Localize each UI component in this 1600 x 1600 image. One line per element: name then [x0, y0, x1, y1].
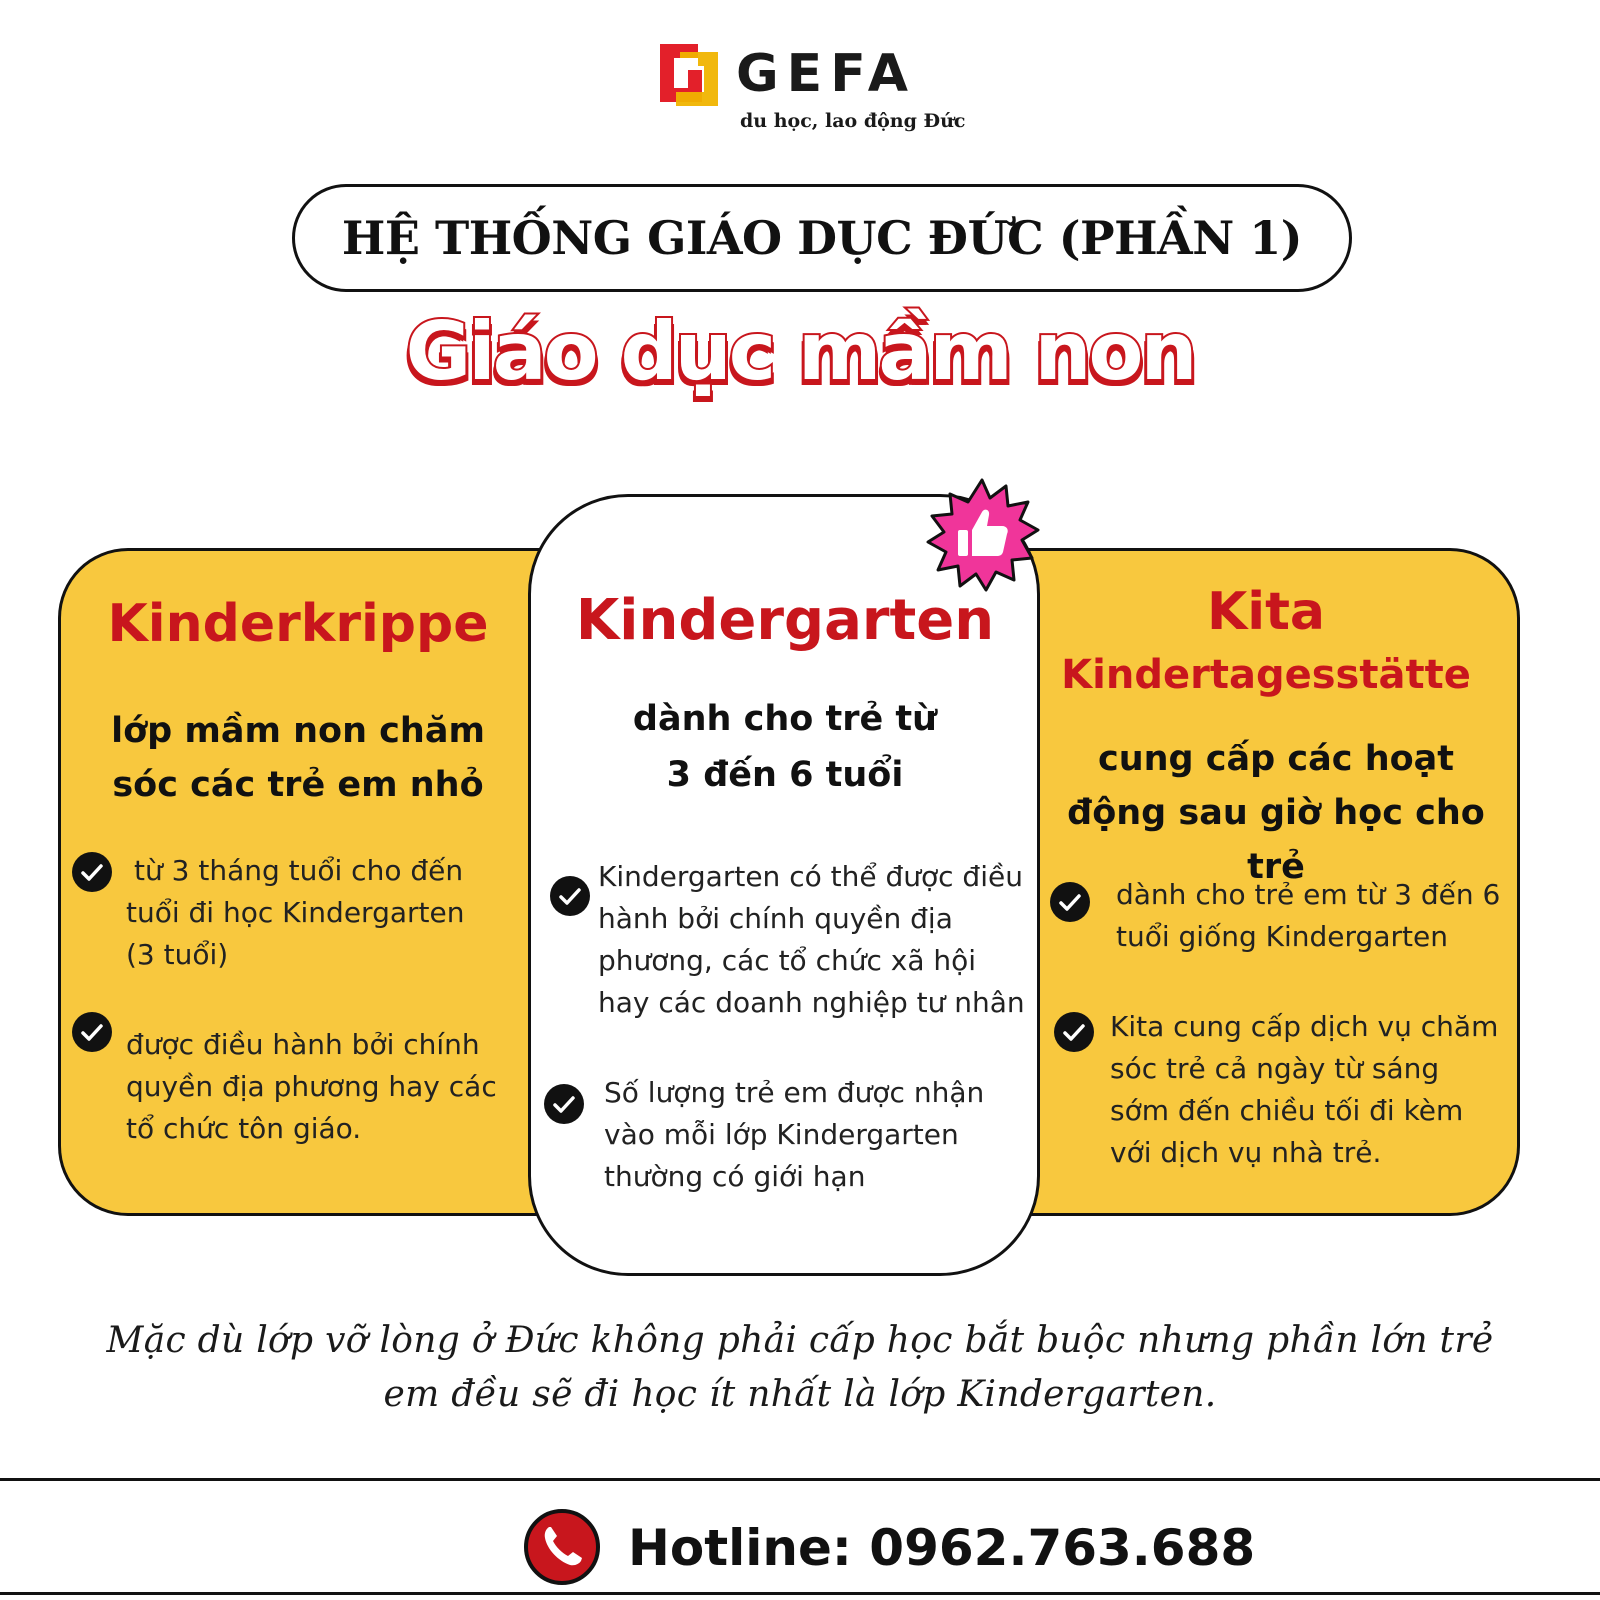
- page-subtitle: Giáo dục mầm non: [405, 305, 1195, 398]
- card-right-bullet: dành cho trẻ em từ 3 đến 6 tuổi giống Kindergarten: [1116, 878, 1501, 953]
- card-left-bullet: được điều hành bởi chính quyền địa phương hay các tổ chức tôn giáo.: [126, 1028, 497, 1145]
- check-icon: [544, 1084, 584, 1124]
- card-center-bullet: Kindergarten có thể được điều hành bởi chính quyền địa phương, các tổ chức xã hội hay các doanh nghiệp tư nhân: [598, 860, 1025, 1019]
- check-icon: [550, 876, 590, 916]
- card-right-title-full: Kindertagesstätte: [1061, 652, 1471, 698]
- phone-icon[interactable]: [522, 1507, 602, 1587]
- hotline-text[interactable]: Hotline: 0962.763.688: [628, 1519, 1256, 1577]
- thumbs-up-icon: [924, 476, 1040, 592]
- card-left-bullet: từ 3 tháng tuổi cho đến tuổi đi học Kindergarten (3 tuổi): [126, 854, 465, 971]
- page-title: HỆ THỐNG GIÁO DỤC ĐỨC (PHẦN 1): [341, 211, 1303, 265]
- card-left-subtitle: lớp mầm non chăm sóc các trẻ em nhỏ: [111, 711, 485, 805]
- card-right-bullet: Kita cung cấp dịch vụ chăm sóc trẻ cả ngày từ sáng sớm đến chiều tối đi kèm với dịch vụ nhà trẻ.: [1110, 1010, 1499, 1169]
- check-icon: [1050, 882, 1090, 922]
- check-icon: [72, 1012, 112, 1052]
- footer-divider: [0, 1478, 1600, 1481]
- card-center-title: Kindergarten: [575, 588, 995, 653]
- card-center-subtitle-line1: dành cho trẻ từ: [632, 699, 938, 739]
- footnote: Mặc dù lớp vỡ lòng ở Đức không phải cấp học bắt buộc nhưng phần lớn trẻ em đều sẽ đi học ít nhất là lớp Kindergarten.: [106, 1320, 1494, 1415]
- check-icon: [1054, 1012, 1094, 1052]
- footer-divider-bottom: [0, 1592, 1600, 1595]
- gefa-logo-icon: [656, 40, 722, 110]
- card-right-title: Kita: [1206, 582, 1326, 642]
- logo-wordmark: GEFA: [736, 44, 917, 104]
- logo-tagline: du học, lao động Đức: [740, 110, 966, 132]
- check-icon: [72, 852, 112, 892]
- title-pill: [292, 184, 1352, 292]
- card-center-bullet: Số lượng trẻ em được nhận vào mỗi lớp Kindergarten thường có giới hạn: [604, 1076, 985, 1193]
- card-right-subtitle: cung cấp các hoạt động sau giờ học cho trẻ: [1067, 739, 1485, 887]
- card-left-title: Kinderkrippe: [107, 594, 489, 654]
- card-center-subtitle-line2: 3 đến 6 tuổi: [666, 755, 904, 795]
